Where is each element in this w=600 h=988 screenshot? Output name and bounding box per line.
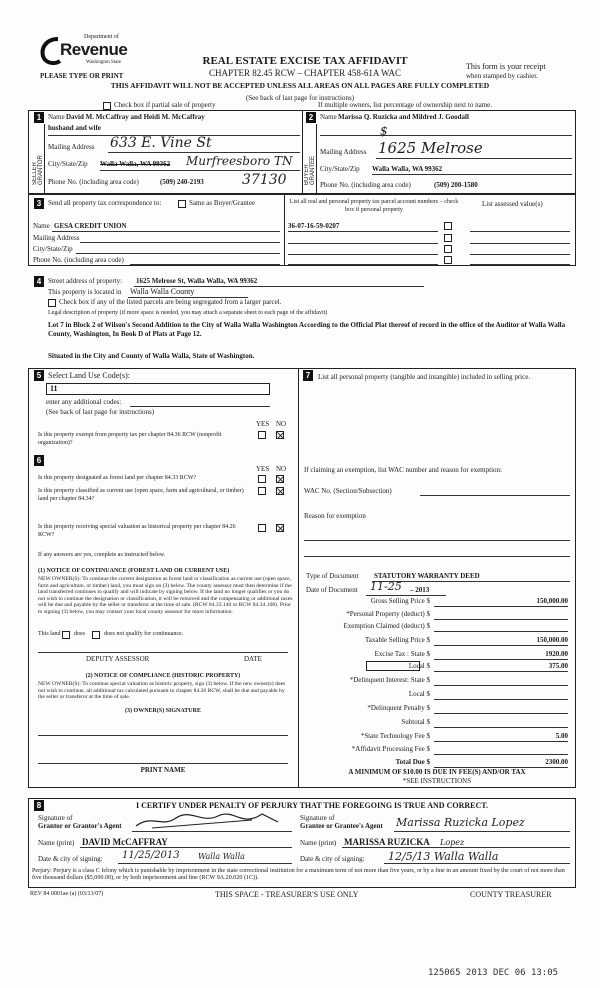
grantee-date-handwritten[interactable]: 12/5/13 Walla Walla	[388, 850, 499, 863]
forest-yes-checkbox[interactable]	[258, 475, 266, 483]
seller-name: David M. McCaffray and Heidi M. McCaffray	[66, 113, 205, 121]
this-land-label: This land	[38, 631, 61, 637]
grantor-date-label: Date & city of signing:	[38, 855, 103, 863]
doc-type-label: Type of Document	[306, 572, 359, 580]
send-correspondence-label: Send all property tax correspondence to:	[48, 199, 162, 207]
corr-city-label: City/State/Zip	[33, 245, 73, 253]
current-use-question: Is this property classified as current use (open space, farm and agricultural, or timber) land per chapter 84.34?	[38, 488, 244, 502]
land-does-not-label: does not qualify for continuance.	[104, 631, 184, 637]
buyer-name-label: Name	[320, 113, 337, 121]
land-does-not-checkbox[interactable]	[92, 631, 100, 639]
parcel-personal-checkbox-4[interactable]	[444, 256, 452, 264]
exempt-yes-header: YES	[256, 420, 270, 428]
corr-name[interactable]: GESA CREDIT UNION	[54, 222, 127, 230]
receipt-note: This form is your receipt	[466, 62, 546, 71]
receipt-note-2: when stamped by cashier.	[466, 72, 538, 80]
tax-line-label: *Delinquent Interest: State $	[349, 676, 430, 684]
local-rate-field[interactable]	[366, 661, 420, 671]
see-back-instructions: (See back of last page for instructions)	[245, 94, 355, 102]
current-use-yes-checkbox[interactable]	[258, 487, 266, 495]
corr-phone-label: Phone No. (including area code)	[33, 256, 124, 264]
additional-codes-label: enter any additional codes:	[46, 398, 122, 406]
tax-line-label: Subtotal $	[401, 718, 430, 726]
form-warning: THIS AFFIDAVIT WILL NOT BE ACCEPTED UNLESS ALL AREAS ON ALL PAGES ARE FULLY COMPLETED	[110, 81, 490, 90]
multiple-owners-note: If multiple owners, list percentage of ownership next to name.	[318, 101, 492, 109]
grantee-sig-label-2: Grantee or Grantee's Agent	[300, 822, 383, 830]
grantee-sig-label: Signature of	[300, 814, 335, 822]
legal-description[interactable]: Lot 7 in Block 2 of Wilson's Second Addition to the City of Walla Walla Washington According to the Official Plat thereof of record in the office of the Auditor of Walla Walla County, Washington, In Book D of Plats at Page 12.	[48, 321, 566, 338]
forest-no-checkbox[interactable]	[276, 475, 284, 483]
section-2-number: 2	[306, 112, 316, 123]
tax-line-value[interactable]	[434, 690, 568, 700]
grantee-date-label: Date & city of signing:	[300, 855, 365, 863]
grantor-sig-label: Signature of	[38, 814, 73, 822]
wac-label: WAC No. (Section/Subsection)	[304, 487, 392, 495]
tax-line-value[interactable]	[434, 745, 568, 755]
tax-line-label: Local $	[408, 662, 430, 670]
grantor-date-handwritten[interactable]: 11/25/2013	[122, 850, 180, 861]
seller-phone[interactable]: (509) 240-2193	[160, 178, 204, 186]
doc-type[interactable]: STATUTORY WARRANTY DEED	[374, 572, 480, 580]
tax-line-label: Total Due $	[395, 758, 430, 766]
grantor-sig-label-2: Grantor or Grantor's Agent	[38, 822, 122, 830]
seller-city-label: City/State/Zip	[48, 160, 88, 168]
minimum-fee-note: A MINIMUM OF $10.00 IS DUE IN FEE(S) AND/OR TAX	[348, 768, 526, 776]
please-type: PLEASE TYPE OR PRINT	[40, 72, 124, 80]
property-county[interactable]: Walla Walla County	[130, 287, 195, 296]
segregated-checkbox[interactable]	[48, 299, 56, 307]
tax-line-value[interactable]	[434, 718, 568, 728]
doc-date-label: Date of Document	[306, 586, 358, 594]
reason-label: Reason for exemption	[304, 512, 366, 520]
partial-sale-checkbox[interactable]	[103, 102, 111, 110]
logo-main-text: Revenue	[60, 40, 128, 59]
parcel-number[interactable]: 36-07-16-59-0207	[288, 222, 340, 230]
land-use-code-field[interactable]	[46, 383, 270, 395]
tax-line-value[interactable]: 150,000.00	[434, 636, 568, 646]
historic-no-checkbox[interactable]	[276, 524, 284, 532]
tax-line-label: *State Technology Fee $	[360, 732, 430, 740]
deputy-date-label: DATE	[244, 655, 262, 663]
logo-top-text: Department of	[84, 34, 119, 40]
situated-text: Situated in the City and County of Walla Walla, State of Washington.	[48, 352, 255, 360]
doc-date-handwritten[interactable]: 11-25	[370, 580, 402, 593]
grantee-print-label: Name (print)	[300, 839, 337, 847]
buyer-phone[interactable]: (509) 200-1580	[434, 181, 478, 189]
tax-line-value[interactable]	[434, 622, 568, 632]
corr-name-label: Name	[33, 222, 50, 230]
same-as-buyer-label: Same as Buyer/Grantee	[189, 199, 256, 207]
exempt-yes-checkbox[interactable]	[258, 431, 266, 439]
revenue-logo	[38, 34, 128, 68]
see-instructions-note: *SEE INSTRUCTIONS	[402, 777, 472, 785]
assessed-header: List assessed value(s)	[482, 200, 543, 208]
grantee-print-extra[interactable]: Lopez	[440, 838, 465, 847]
seller-city-handwritten[interactable]: Murfreesboro TN	[186, 154, 293, 168]
buyer-grantee-label: BUYER GRANTEE	[304, 155, 316, 185]
seller-name-label: Name	[48, 113, 65, 121]
seller-mail-address[interactable]: 633 E. Vine St	[110, 135, 212, 151]
county-treasurer: COUNTY TREASURER	[470, 890, 552, 899]
street-label: Street address of property:	[48, 277, 123, 285]
tax-line-value[interactable]: 1920.00	[434, 650, 568, 660]
section-3-number: 3	[34, 198, 44, 209]
doc-year: – 2013	[410, 586, 430, 594]
form-chapter: CHAPTER 82.45 RCW – CHAPTER 458-61A WAC	[209, 68, 401, 78]
section-1-number: 1	[34, 112, 44, 123]
notice-continuance-body: NEW OWNER(S): To continue the current designation as forest land or classification as current use (open space, farm and agriculture, or timber) land, you must sign on (3) below. The county assessor must then determine if the land transferred continues to qualify and will indicate by signing below. If the land no longer qualifies or you do not wish to continue the designation or classification, it will be removed and the compensating or additional taxes will be due and payable by the seller or transferor at the time of sale. (RCW 84.33.140 or RCW 84.34.108). Prior to signing (3) below, you may contact your local county assessor for more information.	[38, 576, 293, 615]
notice-continuance-title: (1) NOTICE OF CONTINUANCE (FOREST LAND OR CURRENT USE)	[38, 568, 230, 574]
located-label: This property is located in	[48, 288, 122, 296]
perjury-note: Perjury: Perjury is a class C felony which is punishable by imprisonment in the state correctional institution for a maximum term of not more than five years, or by a fine in an amount fixed by the court of not more than five thousand dollars ($5,000.00), or by both imprisonment and fine (RCW 9A.20.020 (1C)).	[32, 868, 565, 882]
grantor-city-handwritten[interactable]: Walla Walla	[198, 852, 245, 861]
land-use-code: 11	[50, 384, 58, 393]
parcel-header: List all real and personal property tax parcel account numbers – check box if personal property	[289, 199, 459, 213]
same-as-buyer-checkbox[interactable]	[178, 200, 186, 208]
seller-mail-label: Mailing Address	[48, 143, 95, 151]
tax-line-label: Local $	[408, 690, 430, 698]
buyer-mark-icon: $	[380, 124, 388, 138]
parcel-personal-checkbox-3[interactable]	[444, 245, 452, 253]
owner-signature-label: (3) OWNER(S) SIGNATURE	[125, 708, 201, 714]
parcel-personal-checkbox-2[interactable]	[444, 234, 452, 242]
legal-label: Legal description of property (if more space is needed, you may attach a separate sheet to each page of the affidavit)	[48, 310, 328, 316]
personal-property-label: List all personal property (tangible and intangible) included in selling price.	[318, 373, 531, 381]
seller-name-2: husband and wife	[48, 124, 101, 132]
s6-yes-header: YES	[256, 465, 270, 473]
tax-line-value[interactable]: 150,000.00	[434, 597, 568, 607]
tax-line-label: Gross Selling Price $	[370, 597, 430, 605]
forest-question: Is this property designated as forest land per chapter 84.33 RCW?	[38, 475, 197, 481]
historic-yes-checkbox[interactable]	[258, 524, 266, 532]
buyer-mail-label: Mailing Address	[320, 148, 367, 156]
exempt-no-checkbox[interactable]	[276, 431, 284, 439]
tax-line-value[interactable]	[434, 610, 568, 620]
partial-sale-label: Check box if partial sale of property	[114, 101, 216, 109]
logo-sub-text: Washington State	[86, 60, 122, 65]
tax-line-value[interactable]: 5.00	[434, 732, 568, 742]
seller-phone-label: Phone No. (including area code)	[48, 178, 139, 186]
buyer-phone-label: Phone No. (including area code)	[320, 181, 411, 189]
tax-line-label: Taxable Selling Price $	[364, 636, 430, 644]
recording-stamp: 125065 2013 DEC 06 13:05	[428, 968, 559, 978]
notice-compliance-title: (2) NOTICE OF COMPLIANCE (HISTORIC PROPERTY)	[85, 673, 241, 679]
seller-grantor-label: SELLER GRANTOR	[32, 155, 44, 185]
treasurer-space: THIS SPACE - TREASURER'S USE ONLY	[215, 890, 359, 899]
section-7-number: 7	[303, 370, 313, 381]
tax-line-label: *Delinquent Penalty $	[367, 704, 430, 712]
form-revision: REV 84 0001ae (a) (03/13/07)	[30, 891, 104, 897]
tax-line-label: *Affidavit Processing Fee $	[351, 745, 430, 753]
historic-question: Is this property receiving special valuation as historical property per chapter 84.26 RCW?	[38, 524, 236, 538]
exempt-question: Is this property exempt from property tax per chapter 84.36 RCW (nonprofit organization)?	[38, 432, 222, 446]
tax-line-value[interactable]: 2300.00	[434, 758, 568, 768]
tax-line-value[interactable]	[434, 704, 568, 714]
grantor-print-label: Name (print)	[38, 839, 75, 847]
tax-line-value[interactable]	[434, 676, 568, 686]
tax-line-value[interactable]: 375.00	[434, 662, 568, 672]
land-use-see-back: (See back of last page for instructions)	[46, 408, 155, 416]
corr-mail-label: Mailing Address	[33, 234, 80, 242]
grantor-signature[interactable]	[132, 810, 282, 832]
if-yes-note: If any answers are yes, complete as instructed below.	[38, 552, 166, 558]
buyer-city-label: City/State/Zip	[320, 165, 360, 173]
section-5-number: 5	[34, 370, 44, 381]
tax-line-label: Excise Tax : State $	[374, 650, 430, 658]
current-use-no-checkbox[interactable]	[276, 487, 284, 495]
grantee-signature[interactable]: Marissa Ruzicka Lopez	[396, 816, 525, 829]
seller-city-struck: Walla Walla, WA 99362	[100, 160, 171, 168]
land-use-label: Select Land Use Code(s):	[48, 371, 130, 380]
parcel-personal-checkbox-1[interactable]	[444, 222, 452, 230]
exempt-no-header: NO	[276, 420, 287, 428]
notice-compliance-body: NEW OWNER(S): To continue special valuation as historic property, sign (3) below. If the new owner(s) does not wish to continue, all additional tax calculated pursuant to chapter 84.26 RCW, shall be due and payable by the seller or transferor at the time of sale.	[38, 681, 286, 701]
s6-no-header: NO	[276, 465, 287, 473]
segregated-label: Check box if any of the listed parcels are being segregated from a larger parcel.	[59, 298, 282, 306]
section-6-number: 6	[34, 455, 44, 466]
land-does-checkbox[interactable]	[62, 631, 70, 639]
grantee-print-name[interactable]: MARISSA RUZICKA	[344, 837, 430, 847]
section-4-number: 4	[34, 276, 44, 287]
land-does-label: does	[74, 631, 85, 637]
grantor-print-name[interactable]: DAVID McCAFFRAY	[82, 837, 168, 847]
deputy-assessor-label: DEPUTY ASSESSOR	[86, 655, 150, 663]
section-8-number: 8	[34, 800, 44, 811]
print-name-label: PRINT NAME	[140, 766, 186, 774]
buyer-city[interactable]: Walla Walla, WA 99362	[372, 165, 443, 173]
exemption-label: If claiming an exemption, list WAC number and reason for exemption:	[304, 466, 502, 474]
certify-statement: I CERTIFY UNDER PENALTY OF PERJURY THAT THE FOREGOING IS TRUE AND CORRECT.	[135, 801, 488, 810]
buyer-name: Marissa Q. Ruzicka and Mildred J. Goodall	[338, 113, 469, 121]
tax-line-label: Exemption Claimed (deduct) $	[343, 622, 430, 630]
seller-zip-handwritten[interactable]: 37130	[242, 172, 287, 188]
property-street[interactable]: 1625 Melrose St, Walla Walla, WA 99362	[136, 277, 258, 285]
buyer-mail-address[interactable]: 1625 Melrose	[378, 139, 483, 157]
tax-line-label: *Personal Property (deduct) $	[346, 610, 430, 618]
form-title: REAL ESTATE EXCISE TAX AFFIDAVIT	[202, 55, 408, 67]
